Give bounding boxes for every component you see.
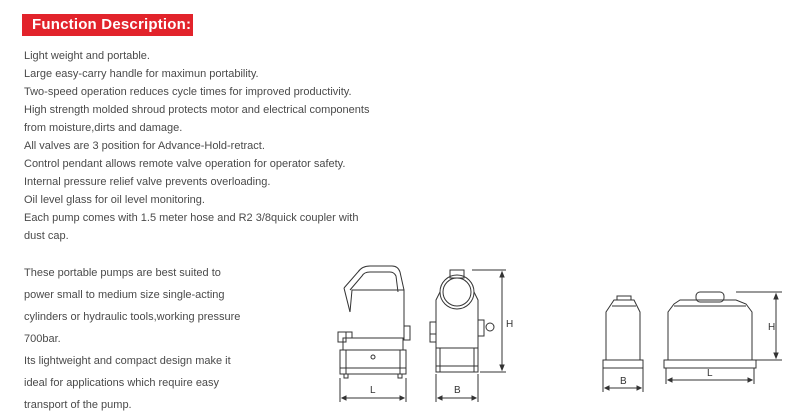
feature-item: Internal pressure relief valve prevents overloading. (24, 176, 271, 188)
feature-item: All valves are 3 position for Advance-Hold-retract. (24, 140, 265, 152)
feature-item: Each pump comes with 1.5 meter hose and R2 3/8quick coupler with (24, 212, 359, 224)
feature-item: from moisture,dirts and damage. (24, 122, 183, 134)
summary-line: Its lightweight and compact design make it (24, 355, 231, 367)
summary-line: ideal for applications which require easy (24, 377, 220, 389)
dim-label-length: L (707, 368, 713, 379)
summary-line: These portable pumps are best suited to (24, 267, 221, 279)
pump-a-side-view (338, 266, 410, 402)
feature-item: Two-speed operation reduces cycle times for improved productivity. (24, 86, 352, 98)
feature-item: dust cap. (24, 230, 69, 242)
dim-label-height: H (506, 319, 514, 330)
dim-label-width: B (454, 385, 461, 396)
pump-b-side-view (664, 292, 782, 384)
feature-item: Oil level glass for oil level monitoring. (24, 194, 205, 206)
summary-line: 700bar. (24, 333, 61, 345)
dim-label-length: L (370, 385, 376, 396)
feature-item: Control pendant allows remote valve operation for operator safety. (24, 158, 346, 170)
summary-line: cylinders or hydraulic tools,working pressure (24, 311, 241, 323)
dim-label-width: B (620, 376, 627, 387)
section-title: Function Description: (22, 14, 193, 36)
feature-item: Large easy-carry handle for maximun portability. (24, 68, 259, 80)
dim-label-height: H (768, 322, 776, 333)
feature-item: High strength molded shroud protects motor and electrical components (24, 104, 370, 116)
feature-item: Light weight and portable. (24, 50, 150, 62)
summary-line: transport of the pump. (24, 399, 132, 411)
summary-line: power small to medium size single-acting (24, 289, 225, 301)
pump-a-front-view (430, 270, 506, 402)
